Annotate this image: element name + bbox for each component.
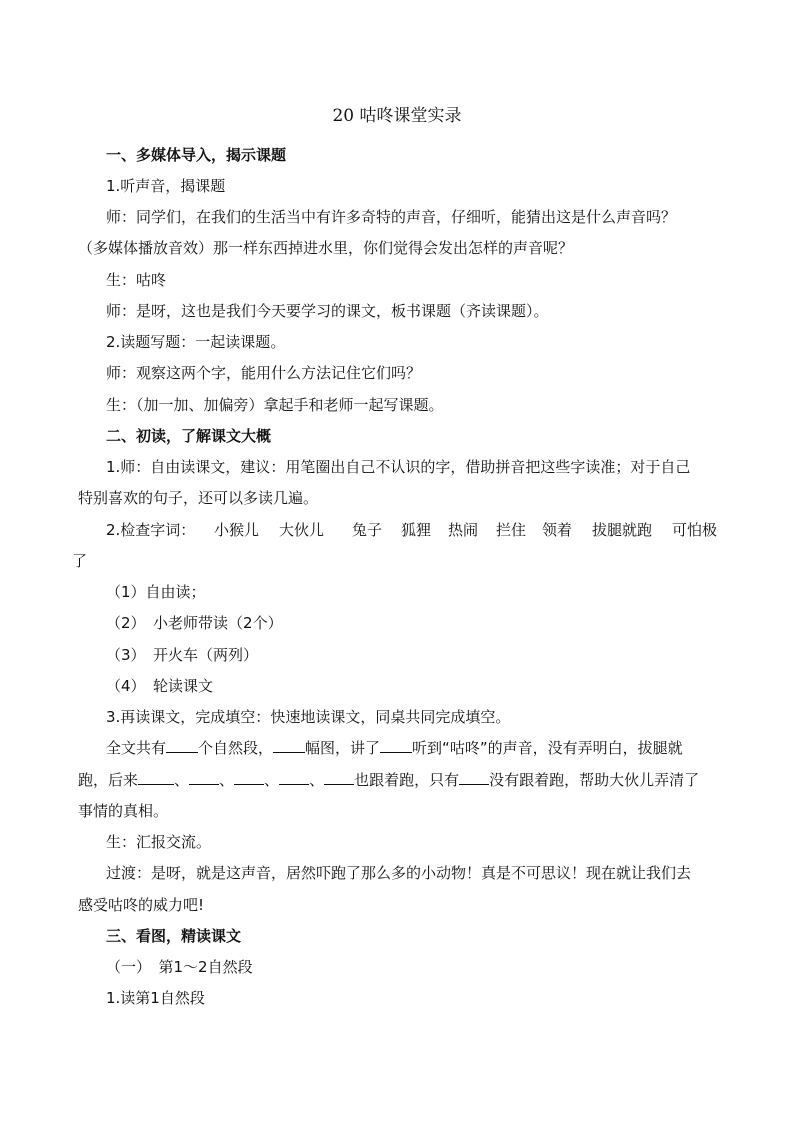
check-words-label: 2.检查字词：	[106, 521, 196, 539]
student-line-2: 生：（加一加、加偏旁）拿起手和老师一起写课题。	[106, 396, 444, 414]
answer-blank[interactable]	[273, 738, 305, 753]
answer-blank[interactable]	[279, 770, 309, 785]
fill-text: 没有跟着跑，帮助大伙儿弄清了	[489, 771, 700, 789]
answer-blank[interactable]	[380, 738, 412, 753]
item-check-words	[106, 520, 195, 540]
item-free-read-b: 特别喜欢的句子，还可以多读几遍。	[78, 489, 319, 507]
separator: 、	[264, 771, 280, 789]
answer-blank[interactable]	[459, 770, 489, 785]
section-heading-2: 二、初读，了解课文大概	[106, 427, 272, 445]
reading-step: （3） 开火车（两列）	[106, 646, 259, 664]
fill-text: 跑，后来	[78, 771, 139, 789]
reading-step: （1）自由读；	[106, 583, 206, 601]
transition-line-a: 过渡：是呀，就是这声音，居然吓跑了那么多的小动物！真是不可思议！现在就让我们去	[106, 864, 692, 882]
vocab-word: 领着	[542, 521, 573, 539]
answer-blank[interactable]	[324, 770, 354, 785]
separator: 、	[309, 771, 325, 789]
item-read-paragraph-1: 1.读第1自然段	[106, 989, 205, 1007]
fill-text: 幅图，讲了	[305, 739, 381, 757]
item-reread: 3.再读课文，完成填空：快速地读课文，同桌共同完成填空。	[106, 708, 511, 726]
item-read-title: 2.读题写题：一起读课题。	[106, 333, 286, 351]
item-listen: 1.听声音，揭课题	[106, 177, 226, 195]
separator: 、	[219, 771, 235, 789]
vocab-word: 狐狸	[401, 521, 432, 539]
answer-blank[interactable]	[166, 738, 198, 753]
fill-blank-line-3: 事情的真相。	[78, 802, 169, 820]
teacher-line-1b: （多媒体播放音效）那一样东西掉进水里，你们觉得会发出怎样的声音呢？	[78, 239, 574, 257]
teacher-line-1a: 师：同学们，在我们的生活当中有许多奇特的声音，仔细听，能猜出这是什么声音吗？	[106, 208, 677, 226]
separator: 、	[174, 771, 190, 789]
vocab-word: 热闹	[448, 521, 479, 539]
vocab-word: 大伙儿	[279, 521, 325, 539]
document-title: 20 咕咚课堂实录	[332, 106, 462, 126]
fill-blank-line-1	[106, 738, 683, 758]
answer-blank[interactable]	[234, 770, 264, 785]
teacher-line-3: 师：观察这两个字，能用什么方法记住它们吗？	[106, 364, 422, 382]
vocab-word: 兔子	[352, 521, 383, 539]
student-line-3: 生：汇报交流。	[106, 833, 212, 851]
student-line-1: 生：咕咚	[106, 271, 167, 289]
answer-blank[interactable]	[189, 770, 219, 785]
vocab-word-wrap: 了	[72, 552, 88, 570]
fill-text: 个自然段，	[198, 739, 274, 757]
teacher-line-2: 师：是呀，这也是我们今天要学习的课文，板书课题（齐读课题）。	[106, 302, 549, 320]
transition-line-b: 感受咕咚的威力吧!	[78, 896, 205, 914]
fill-text: 也跟着跑，只有	[354, 771, 460, 789]
fill-text: 听到“咕咚”的声音，没有弄明白，拔腿就	[412, 739, 683, 757]
vocab-word: 拔腿就跑	[592, 521, 653, 539]
item-free-read-a: 1.师：自由读课文，建议：用笔圈出自己不认识的字，借助拼音把这些字读准；对于自己	[106, 458, 691, 476]
vocab-word: 拦住	[496, 521, 527, 539]
subsection-1: （一） 第1～2自然段	[106, 958, 253, 976]
reading-step: （2） 小老师带读（2个）	[106, 614, 283, 632]
section-heading-3: 三、看图，精读课文	[106, 927, 242, 945]
fill-blank-line-2	[78, 770, 699, 790]
answer-blank[interactable]	[138, 770, 174, 785]
fill-text: 全文共有	[106, 739, 167, 757]
vocab-word: 可怕极	[672, 521, 718, 539]
reading-step: （4） 轮读课文	[106, 677, 214, 695]
section-heading-1: 一、多媒体导入，揭示课题	[106, 146, 287, 164]
vocab-word: 小猴儿	[214, 521, 260, 539]
